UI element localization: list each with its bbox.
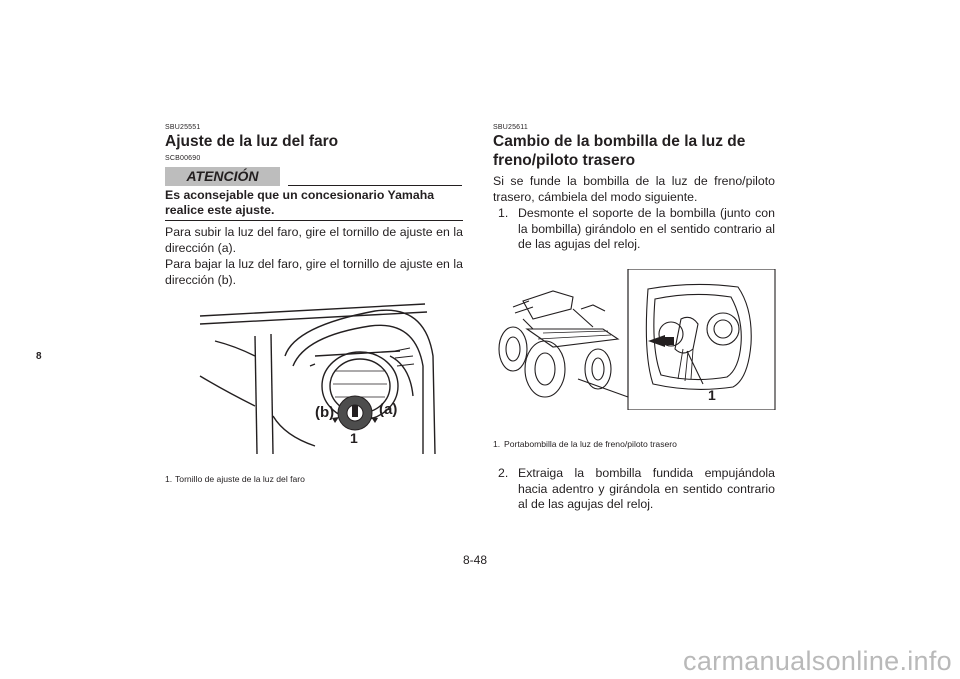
figure-caption-number: 1.	[493, 439, 501, 449]
caution-rule-bottom	[165, 220, 463, 221]
watermark: carmanualsonline.info	[683, 646, 952, 676]
caution-code: SCB00690	[165, 155, 201, 162]
section-code: SBU25551	[165, 124, 201, 131]
step-number: 1.	[498, 206, 509, 220]
chapter-tab: 8	[36, 351, 42, 362]
callout-1-label: 1	[350, 430, 358, 446]
figure-caption: Tornillo de ajuste de la luz del faro	[175, 474, 305, 484]
intro-paragraph: Si se funde la bombilla de la luz de freno/piloto trasero, cámbiela del modo siguiente.	[493, 174, 775, 204]
direction-b-label: (b)	[315, 404, 335, 421]
step-text: Desmonte el soporte de la bombilla (junto con la bombilla) girándolo en el sentido contrario al de las agujas del reloj.	[518, 206, 775, 252]
step-2	[498, 466, 775, 516]
paragraph-lower: Para bajar la luz del faro, gire el tornillo de ajuste en la dirección (b).	[165, 257, 463, 287]
section-title: Ajuste de la luz del faro	[165, 133, 339, 150]
paragraph-raise: Para subir la luz del faro, gire el tornillo de ajuste en la dirección (a).	[165, 225, 463, 255]
figure-caption: Portabombilla de la luz de freno/piloto trasero	[504, 439, 677, 449]
caution-text: Es aconsejable que un concesionario Yamaha realice este ajuste.	[165, 188, 435, 218]
direction-a-label: (a)	[379, 401, 398, 418]
caution-label: ATENCIÓN	[165, 167, 280, 186]
section-code: SBU25611	[493, 124, 528, 131]
step-text: Extraiga la bombilla fundida empujándola hacia adentro y girándola en sentido contrario al de las agujas del reloj.	[518, 466, 775, 512]
figure-caption-number: 1.	[165, 474, 173, 484]
section-title-line2: freno/piloto trasero	[493, 152, 636, 169]
taillight-figure	[493, 269, 776, 410]
page-number: 8-48	[463, 553, 488, 567]
headlight-illustration	[195, 296, 442, 454]
section-title-line1: Cambio de la bombilla de la luz de	[493, 133, 746, 150]
atv-taillight-illustration	[493, 269, 776, 410]
headlight-figure	[195, 296, 442, 454]
step-number: 2.	[498, 466, 509, 480]
step-1	[498, 206, 775, 256]
caution-rule-top	[288, 185, 462, 186]
callout-1-label: 1	[708, 387, 716, 403]
